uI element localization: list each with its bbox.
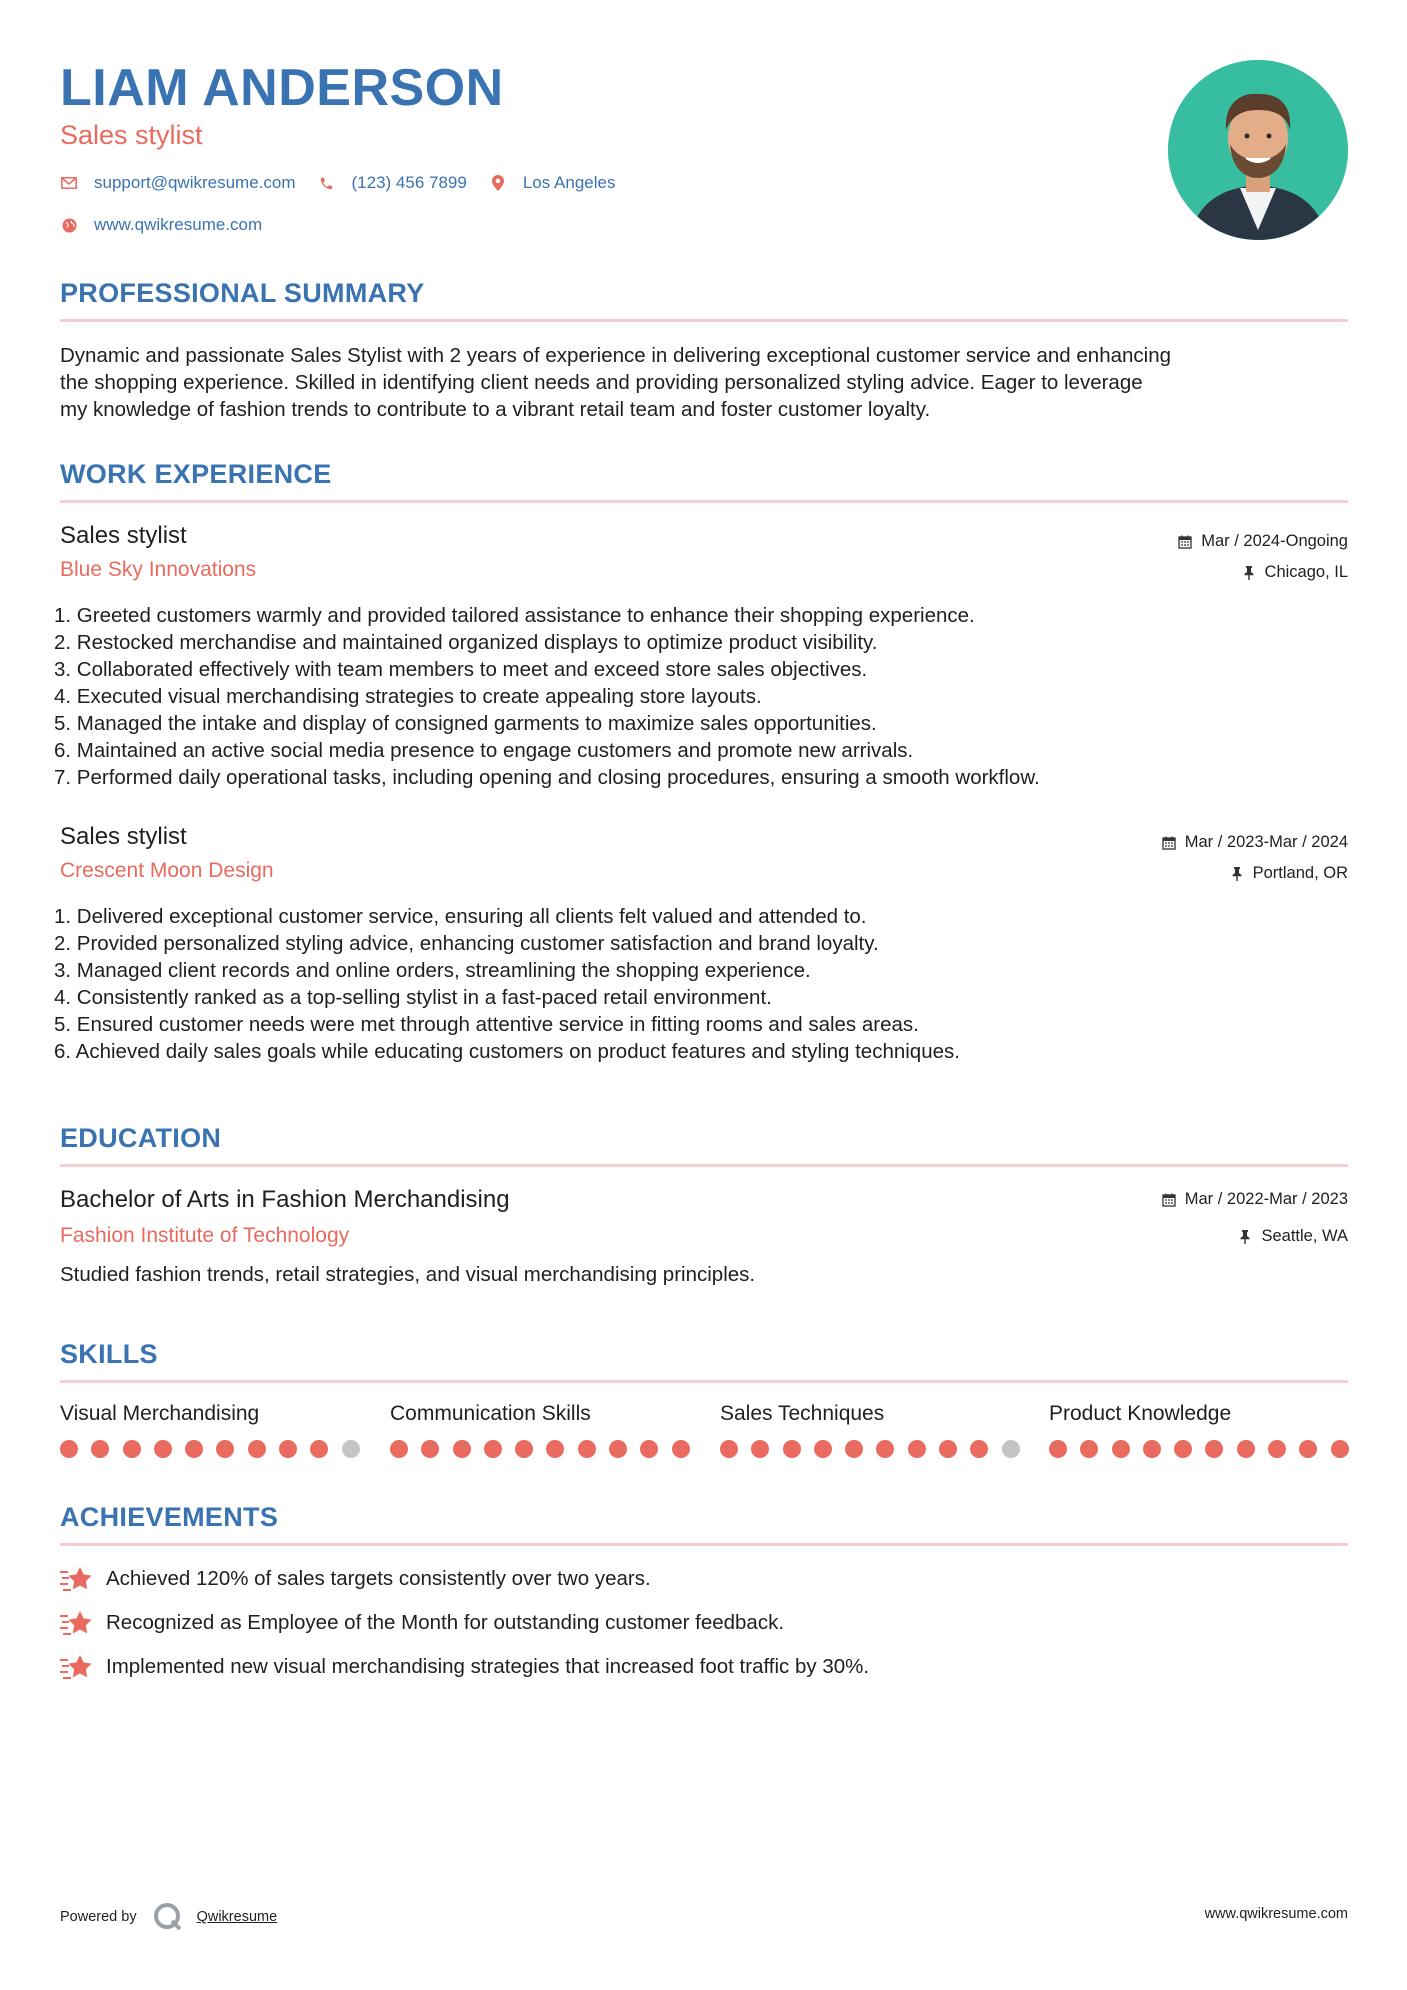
rating-dot-empty: [1002, 1440, 1020, 1458]
education-location: [1237, 1227, 1348, 1246]
section-divider: [60, 1380, 1348, 1383]
job-dates-text: Mar / 2023-Mar / 2024: [1184, 833, 1348, 851]
skill-rating: [60, 1440, 373, 1458]
summary-text: [60, 342, 1348, 423]
skill-name: Communication Skills: [390, 1402, 591, 1425]
star-icon: [60, 1608, 94, 1638]
rating-dot-filled: [908, 1440, 926, 1458]
pushpin-icon: [1241, 565, 1257, 581]
calendar-icon: [1161, 835, 1177, 851]
list-item: 6. Maintained an active social media presence to engage customers and promote new arrivals.: [54, 739, 914, 762]
calendar-icon: [1177, 534, 1193, 550]
rating-dot-filled: [1143, 1440, 1161, 1458]
job-location-text: Portland, OR: [1252, 864, 1348, 882]
rating-dot-filled: [845, 1440, 863, 1458]
rating-dot-filled: [640, 1440, 658, 1458]
rating-dot-filled: [970, 1440, 988, 1458]
section-title: WORK EXPERIENCE: [60, 459, 332, 489]
section-title: ACHIEVEMENTS: [60, 1502, 279, 1532]
education-dates: [1161, 1190, 1348, 1209]
achievement-item: [60, 1652, 869, 1682]
education-entry: [60, 1186, 1348, 1296]
list-item: 2. Restocked merchandise and maintained organized displays to optimize product visibility.: [54, 631, 878, 654]
list-item: 4. Consistently ranked as a top-selling stylist in a fast-paced retail environment.: [54, 986, 772, 1009]
summary-line: Dynamic and passionate Sales Stylist with 2 years of experience in delivering exceptional customer service and enhancing: [60, 344, 1172, 367]
rating-dot-filled: [876, 1440, 894, 1458]
skill-name: Sales Techniques: [720, 1402, 885, 1425]
skill-name: Product Knowledge: [1049, 1402, 1232, 1425]
job-duties: [54, 903, 960, 1065]
rating-dot-filled: [609, 1440, 627, 1458]
star-icon: [60, 1652, 94, 1682]
skills-section: [60, 1339, 1348, 1383]
list-item: 7. Performed daily operational tasks, including opening and closing procedures, ensuring a smooth workflow.: [54, 766, 1040, 789]
contact-website[interactable]: [60, 215, 262, 235]
contact-row-website: [60, 215, 284, 235]
website-text: www.qwikresume.com: [94, 215, 263, 234]
globe-icon: [60, 216, 78, 234]
rating-dot-filled: [939, 1440, 957, 1458]
rating-dot-filled: [390, 1440, 408, 1458]
skill-item: [60, 1402, 360, 1426]
list-item: 3. Managed client records and online orders, streamlining the shopping experience.: [54, 959, 811, 982]
star-icon: [60, 1564, 94, 1594]
qwikresume-logo-icon: [153, 1902, 183, 1932]
achievement-text: Achieved 120% of sales targets consistently over two years.: [106, 1567, 651, 1590]
contact-location: [489, 173, 616, 193]
job-entry: [54, 823, 1348, 1073]
envelope-icon: [60, 174, 78, 192]
resume-page: [54, 0, 1348, 1990]
phone-text: (123) 456 7899: [351, 173, 467, 192]
footer-powered-by: [60, 1902, 277, 1932]
section-divider: [60, 1543, 1348, 1546]
skill-name: Visual Merchandising: [60, 1402, 260, 1425]
degree-title: Bachelor of Arts in Fashion Merchandising: [60, 1186, 510, 1213]
calendar-icon: [1161, 1192, 1177, 1208]
list-item: 3. Collaborated effectively with team members to meet and exceed store sales objectives.: [54, 658, 868, 681]
section-divider: [60, 1164, 1348, 1167]
rating-dot-filled: [783, 1440, 801, 1458]
rating-dot-filled: [751, 1440, 769, 1458]
rating-dot-filled: [1205, 1440, 1223, 1458]
job-company: Blue Sky Innovations: [60, 558, 257, 581]
rating-dot-filled: [484, 1440, 502, 1458]
rating-dot-filled: [185, 1440, 203, 1458]
skill-item: [1049, 1402, 1349, 1426]
education-description: Studied fashion trends, retail strategies, and visual merchandising principles.: [60, 1263, 756, 1286]
experience-section: [60, 459, 1348, 503]
phone-icon: [318, 174, 336, 192]
rating-dot-filled: [1080, 1440, 1098, 1458]
contact-row: [60, 173, 637, 193]
rating-dot-filled: [154, 1440, 172, 1458]
rating-dot-filled: [421, 1440, 439, 1458]
email-text: support@qwikresume.com: [94, 173, 296, 192]
powered-by-label: Powered by: [60, 1909, 137, 1925]
job-title: Sales stylist: [60, 823, 187, 850]
skill-rating: [390, 1440, 703, 1458]
section-divider: [60, 500, 1348, 503]
qwikresume-link[interactable]: Qwikresume: [196, 1909, 278, 1925]
rating-dot-filled: [515, 1440, 533, 1458]
location-text: Los Angeles: [522, 173, 616, 192]
rating-dot-filled: [279, 1440, 297, 1458]
rating-dot-filled: [216, 1440, 234, 1458]
education-section: [60, 1123, 1348, 1167]
list-item: 2. Provided personalized styling advice, enhancing customer satisfaction and brand loyalty.: [54, 932, 879, 955]
rating-dot-filled: [1299, 1440, 1317, 1458]
candidate-role: Sales stylist: [60, 120, 203, 150]
job-location: [1229, 864, 1348, 883]
contact-email[interactable]: [60, 173, 296, 193]
section-title: SKILLS: [60, 1339, 158, 1369]
rating-dot-filled: [814, 1440, 832, 1458]
section-title: PROFESSIONAL SUMMARY: [60, 278, 425, 308]
skill-rating: [720, 1440, 1033, 1458]
section-title: EDUCATION: [60, 1123, 222, 1153]
job-entry: [54, 522, 1348, 792]
rating-dot-filled: [453, 1440, 471, 1458]
footer-website[interactable]: www.qwikresume.com: [1204, 1906, 1348, 1922]
school-name: Fashion Institute of Technology: [60, 1224, 350, 1247]
job-company: Crescent Moon Design: [60, 859, 274, 882]
achievement-item: [60, 1564, 651, 1594]
skill-rating: [1049, 1440, 1362, 1458]
pushpin-icon: [1229, 866, 1245, 882]
summary-line: my knowledge of fashion trends to contribute to a vibrant retail team and foster customer loyalty.: [60, 398, 931, 421]
rating-dot-filled: [60, 1440, 78, 1458]
job-location-text: Chicago, IL: [1264, 563, 1348, 581]
job-dates: [1177, 532, 1348, 551]
profile-photo: [1168, 60, 1348, 240]
job-duties: [54, 602, 1040, 791]
list-item: 1. Greeted customers warmly and provided tailored assistance to enhance their shopping experience.: [54, 604, 975, 627]
rating-dot-filled: [720, 1440, 738, 1458]
achievements-section: [60, 1502, 1348, 1546]
job-title: Sales stylist: [60, 522, 187, 549]
rating-dot-filled: [123, 1440, 141, 1458]
summary-section: [60, 278, 1348, 423]
list-item: 5. Ensured customer needs were met through attentive service in fitting rooms and sales areas.: [54, 1013, 919, 1036]
list-item: 1. Delivered exceptional customer service, ensuring all clients felt valued and attended to.: [54, 905, 867, 928]
section-divider: [60, 319, 1348, 322]
education-location-text: Seattle, WA: [1261, 1227, 1348, 1245]
map-pin-icon: [489, 174, 507, 192]
rating-dot-filled: [1174, 1440, 1192, 1458]
list-item: 6. Achieved daily sales goals while educating customers on product features and styling techniques.: [54, 1040, 960, 1063]
achievement-item: [60, 1608, 784, 1638]
contact-phone[interactable]: [318, 173, 467, 193]
rating-dot-filled: [91, 1440, 109, 1458]
rating-dot-filled: [310, 1440, 328, 1458]
pushpin-icon: [1237, 1229, 1253, 1245]
education-dates-text: Mar / 2022-Mar / 2023: [1184, 1190, 1348, 1208]
rating-dot-filled: [546, 1440, 564, 1458]
rating-dot-filled: [672, 1440, 690, 1458]
job-location: [1241, 563, 1348, 582]
list-item: 4. Executed visual merchandising strategies to create appealing store layouts.: [54, 685, 762, 708]
candidate-name: LIAM ANDERSON: [60, 59, 504, 117]
rating-dot-filled: [248, 1440, 266, 1458]
achievement-text: Recognized as Employee of the Month for outstanding customer feedback.: [106, 1611, 785, 1634]
rating-dot-filled: [578, 1440, 596, 1458]
skill-item: [390, 1402, 690, 1426]
list-item: 5. Managed the intake and display of consigned garments to maximize sales opportunities.: [54, 712, 877, 735]
skill-item: [720, 1402, 1020, 1426]
rating-dot-filled: [1268, 1440, 1286, 1458]
rating-dot-filled: [1237, 1440, 1255, 1458]
job-dates-text: Mar / 2024-Ongoing: [1201, 532, 1348, 550]
achievement-text: Implemented new visual merchandising strategies that increased foot traffic by 30%.: [106, 1655, 870, 1678]
rating-dot-empty: [342, 1440, 360, 1458]
job-dates: [1161, 833, 1348, 852]
summary-line: the shopping experience. Skilled in identifying client needs and providing personalized styling advice. Eager to leverage: [60, 371, 1143, 394]
rating-dot-filled: [1112, 1440, 1130, 1458]
rating-dot-filled: [1049, 1440, 1067, 1458]
rating-dot-filled: [1331, 1440, 1349, 1458]
